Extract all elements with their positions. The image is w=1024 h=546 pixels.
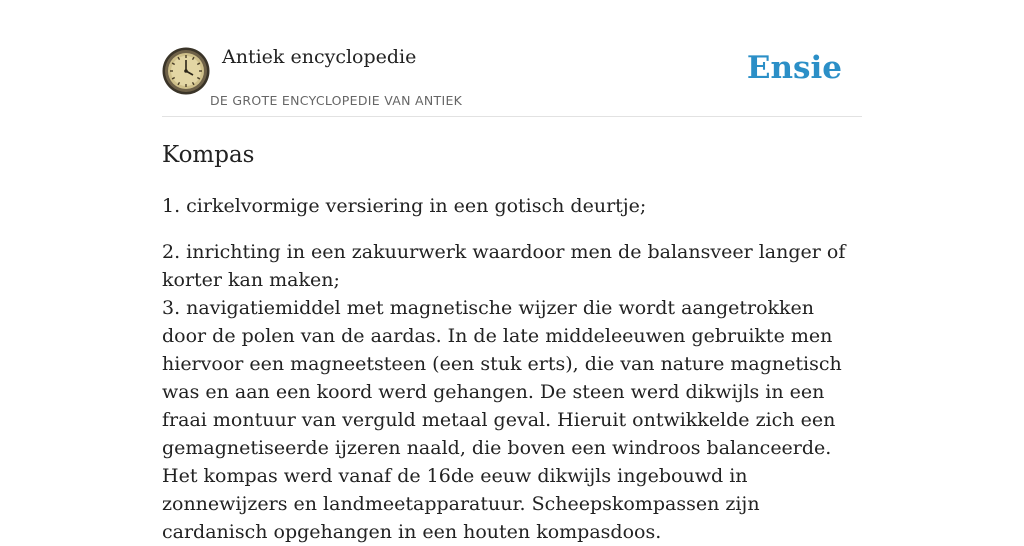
- article-paragraph: 3. navigatiemiddel met magnetische wijzer die wordt aangetrokken door de polen van de aardas. In de late middeleeuwen gebruikte men hiervoor een magneetsteen (een stuk erts), die van nature magnetisch was en aan een koord werd gehangen. De steen werd dikwijls in een fraai montuur van verguld metaal geval. Hieruit ontwikkelde zich een gemagnetiseerde ijzeren naald, die boven een windroos balanceerde. Het kompas werd vanaf de 16de eeuw dikwijls ingebouwd in zonnewijzers en landmeetapparatuur. Scheepskompassen zijn cardanisch opgehangen in een houten kompasdoos.: [162, 297, 842, 543]
- article: [162, 139, 862, 546]
- article-title: Kompas: [162, 142, 255, 168]
- site-title[interactable]: Antiek encyclopedie: [222, 46, 417, 68]
- article-paragraph: 1. cirkelvormige versiering in een gotisch deurtje;: [162, 195, 647, 217]
- site-header: [162, 0, 862, 117]
- brand-logo[interactable]: Ensie: [746, 50, 842, 86]
- clock-icon[interactable]: [162, 47, 210, 95]
- site-subtitle: DE GROTE ENCYCLOPEDIE VAN ANTIEK: [210, 93, 463, 108]
- article-paragraph: 2. inrichting in een zakuurwerk waardoor men de balansveer langer of korter kan maken;: [162, 241, 846, 291]
